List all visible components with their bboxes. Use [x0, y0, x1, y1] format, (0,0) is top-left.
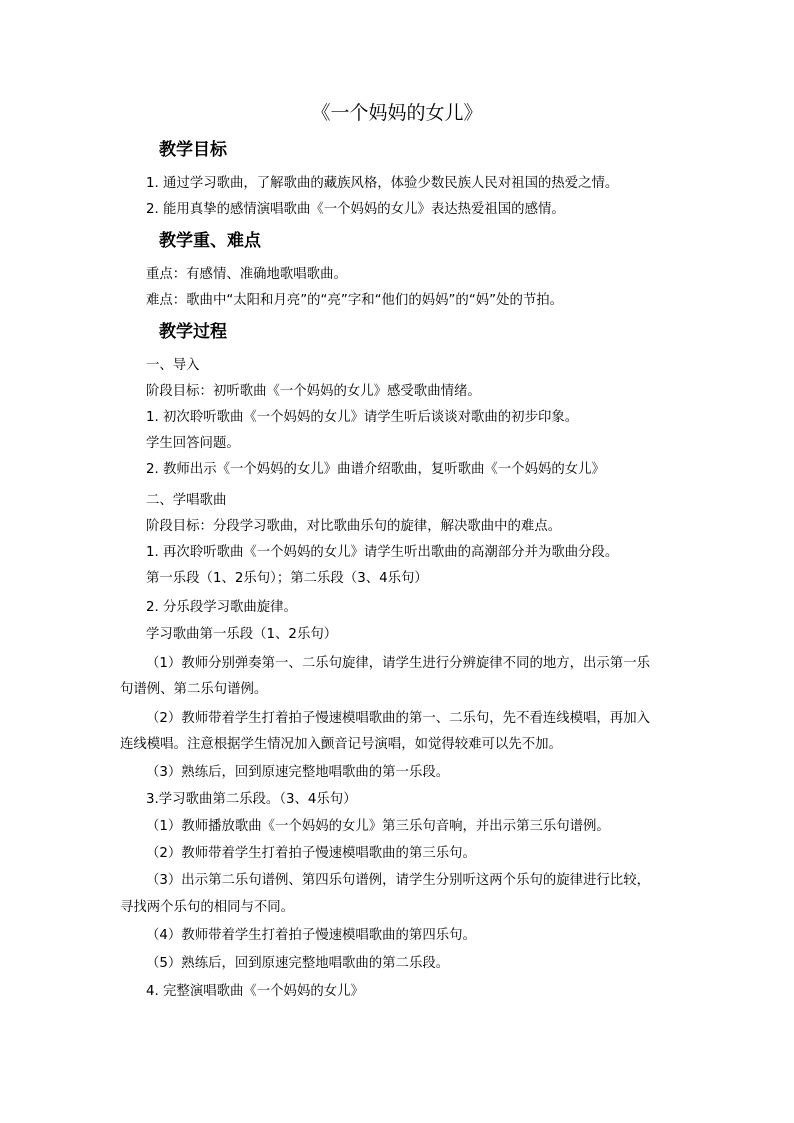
process-line: （3）出示第二乐句谱例、第四乐句谱例，请学生分别听这两个乐句的旋律进行比较， [146, 873, 650, 888]
key-point-line: 重点：有感情、准确地歌唱歌曲。 [146, 267, 347, 282]
key-point-line: 难点：歌曲中“太阳和月亮”的“亮”字和“他们的妈妈”的“妈”处的节拍。 [146, 293, 564, 308]
process-line: 1. 初次聆听歌曲《一个妈妈的女儿》请学生听后谈谈对歌曲的初步印象。 [146, 410, 579, 425]
process-line: （4）教师带着学生打着拍子慢速模唱歌曲的第四乐句。 [146, 928, 476, 943]
process-line: 2. 分乐段学习歌曲旋律。 [146, 600, 297, 615]
process-line: （2）教师带着学生打着拍子慢速模唱歌曲的第一、二乐句，先不看连线模唱，再加入 [146, 711, 650, 726]
process-line: 阶段目标：分段学习歌曲，对比歌曲乐句的旋律，解决歌曲中的难点。 [146, 519, 562, 534]
goal-line: 1. 通过学习歌曲，了解歌曲的藏族风格，体验少数民族人民对祖国的热爱之情。 [146, 176, 619, 191]
process-line: 寻找两个乐句的相同与不同。 [120, 900, 295, 915]
process-line: （5）熟练后，回到原速完整地唱歌曲的第二乐段。 [146, 956, 450, 971]
process-line: 二、学唱歌曲 [146, 493, 227, 508]
heading-goals: 教学目标 [159, 140, 227, 160]
process-line: 连线模唱。注意根据学生情况加入颤音记号演唱，如觉得较难可以先不加。 [120, 737, 562, 752]
process-line: 句谱例、第二乐句谱例。 [120, 682, 268, 697]
process-line: 学生回答问题。 [146, 436, 240, 451]
process-line: 4. 完整演唱歌曲《一个妈妈的女儿》 [146, 984, 364, 999]
process-line: （1）教师播放歌曲《一个妈妈的女儿》第三乐句音响，并出示第三乐句谱例。 [146, 819, 610, 834]
process-line: （1）教师分别弹奏第一、二乐句旋律，请学生进行分辨旋律不同的地方，出示第一乐 [146, 656, 650, 671]
heading-key-points: 教学重、难点 [159, 231, 261, 251]
process-line: 一、导入 [146, 358, 200, 373]
process-line: 3.学习歌曲第二乐段。（3、4乐句） [146, 792, 357, 807]
process-line: 2. 教师出示《一个妈妈的女儿》曲谱介绍歌曲，复听歌曲《一个妈妈的女儿》 [146, 462, 605, 477]
goal-line: 2. 能用真挚的感情演唱歌曲《一个妈妈的女儿》表达热爱祖国的感情。 [146, 202, 565, 217]
process-line: （2）教师带着学生打着拍子慢速模唱歌曲的第三乐句。 [146, 846, 476, 861]
process-line: （3）熟练后，回到原速完整地唱歌曲的第一乐段。 [146, 765, 450, 780]
process-line: 1. 再次聆听歌曲《一个妈妈的女儿》请学生听出歌曲的高潮部分并为歌曲分段。 [146, 545, 619, 560]
process-line: 第一乐段（1、2乐句）；第二乐段（3、4乐句） [146, 571, 428, 586]
page-title: 《一个妈妈的女儿》 [311, 102, 483, 124]
process-line: 学习歌曲第一乐段（1、2乐句） [146, 627, 338, 642]
heading-process: 教学过程 [159, 322, 227, 342]
process-line: 阶段目标：初听歌曲《一个妈妈的女儿》感受歌曲情绪。 [146, 384, 481, 399]
